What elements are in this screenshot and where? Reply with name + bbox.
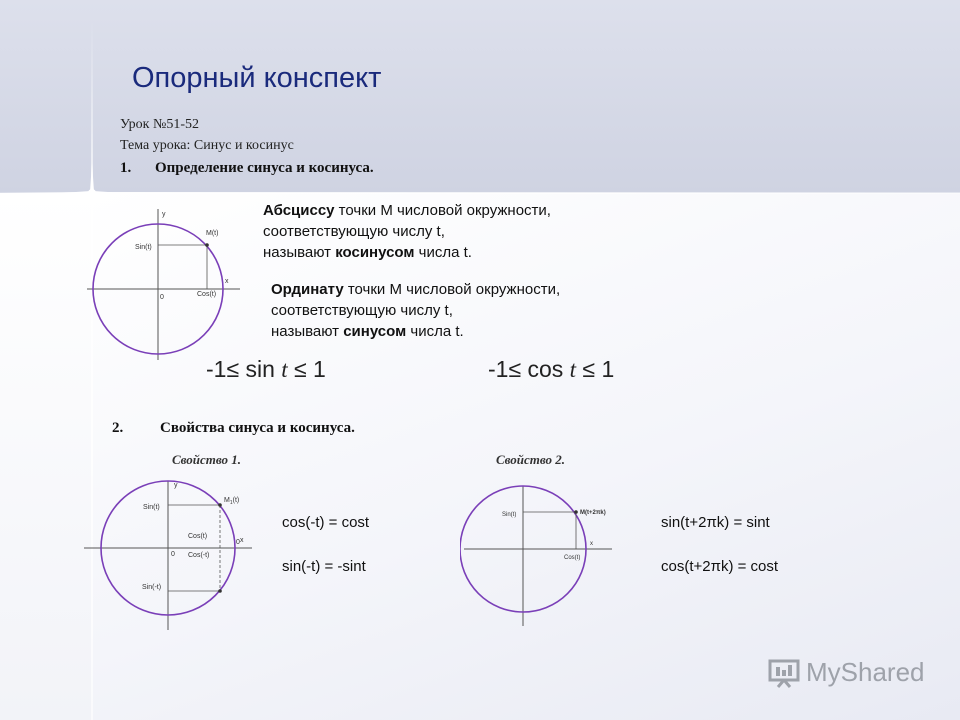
sin-neg-label: Sin(-t) [142, 584, 162, 591]
sin-label: Sin(t) [135, 244, 152, 251]
section2-number: 2. [112, 420, 124, 436]
x-label: x [240, 537, 244, 544]
property1-formula-sin: sin(-t) = -sint [282, 558, 366, 575]
property2-formula-cos: cos(t+2πk) = cost [661, 558, 779, 575]
sin-label: Sin(t) [502, 512, 517, 518]
left-panel [0, 193, 92, 720]
x-label: x [590, 541, 593, 547]
point-label: M(t) [206, 230, 219, 237]
cos-neg-label: Cos(-t) [188, 552, 210, 559]
x-label: x [225, 278, 229, 285]
point-m [205, 243, 209, 247]
origin-label: 0 [171, 551, 175, 558]
sine-definition: Ординату точки М числовой окружности, соответствующую числу t, называют синусом числа t. [271, 281, 561, 340]
lesson-topic: Тема урока: Синус и косинус [120, 138, 294, 153]
lesson-number: Урок №51-52 [120, 117, 200, 132]
section1-heading: Определение синуса и косинуса. [155, 160, 374, 176]
unit-circle-diagram [85, 205, 245, 365]
sin-label: Sin(t) [143, 504, 160, 511]
y-label: y [174, 482, 178, 489]
point-label: $M_1(t)$ [224, 497, 240, 506]
cos-label: Cos(t) [197, 291, 217, 298]
origin-label: 0 [160, 294, 164, 301]
zero-label: 0 [236, 539, 240, 546]
cosine-definition: Абсциссу точки М числовой окружности, соответствующую числу t, называют косинусом числа t. [263, 202, 551, 261]
property1-diagram [80, 475, 260, 635]
cos-label: Cos(t) [188, 533, 208, 540]
cos-inequality: -1≤ cos t ≤ 1 [488, 356, 615, 382]
page-title: Опорный конспект [132, 62, 382, 94]
y-label: y [162, 211, 166, 218]
property2-diagram [460, 482, 620, 632]
property1-formula-cos: cos(-t) = cost [282, 514, 370, 531]
header-band [0, 0, 960, 193]
section1-number: 1. [120, 160, 132, 176]
section2-heading: Свойства синуса и косинуса. [160, 420, 355, 436]
point-label: M(t+2πk) [580, 510, 606, 516]
watermark: MyShared [768, 657, 925, 688]
cos-label: Cos(t) [564, 555, 581, 561]
presentation-icon [768, 658, 802, 688]
sin-inequality: -1≤ sin t ≤ 1 [206, 356, 326, 382]
property1-label: Свойство 1. [172, 452, 242, 467]
decor-horizontal-line [0, 192, 960, 194]
property2-label: Свойство 2. [496, 452, 566, 467]
property2-formula-sin: sin(t+2πk) = sint [661, 514, 770, 531]
